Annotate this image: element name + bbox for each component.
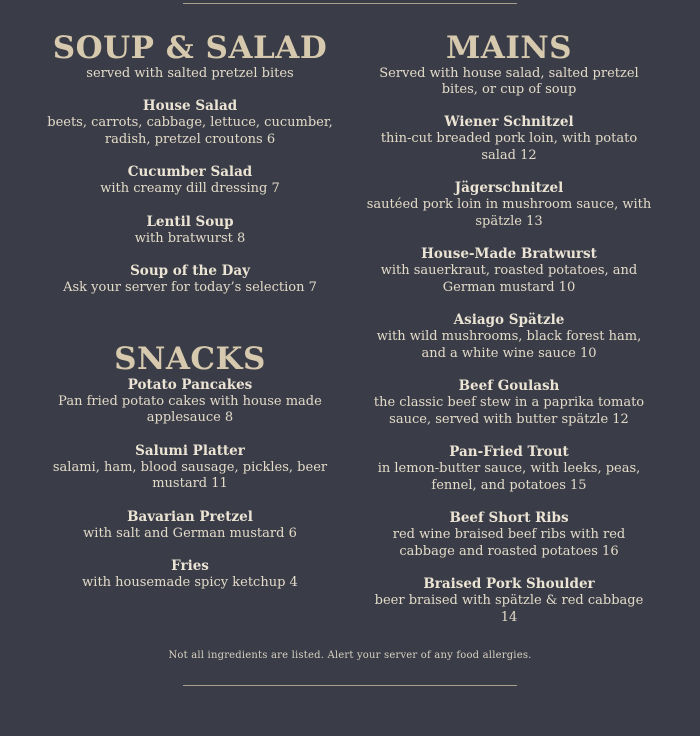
item-description: with bratwurst 8 bbox=[134, 230, 246, 246]
item-name: Bavarian Pretzel bbox=[127, 508, 253, 525]
item-description: sautéed pork loin in mushroom sauce, with spätzle 13 bbox=[366, 197, 652, 229]
top-divider bbox=[183, 3, 517, 4]
item-name: Cucumber Salad bbox=[127, 164, 253, 180]
item-name: Fries bbox=[171, 558, 209, 574]
item-description: beets, carrots, cabbage, lettuce, cucumber, radish, pretzel croutons 6 bbox=[47, 115, 333, 147]
item-description: beer braised with spätzle & red cabbage 14 bbox=[374, 593, 644, 625]
item-description: with sauerkraut, roasted potatoes, and German mustard 10 bbox=[380, 263, 638, 295]
menu-item bbox=[46, 98, 334, 148]
item-name: Braised Pork Shoulder bbox=[423, 576, 595, 592]
item-description: with salt and German mustard 6 bbox=[83, 525, 297, 541]
menu-item bbox=[46, 214, 334, 248]
item-description: in lemon-butter sauce, with leeks, peas, fennel, and potatoes 15 bbox=[377, 461, 641, 493]
item-name: Asiago Spätzle bbox=[453, 312, 565, 328]
item-name: Lentil Soup bbox=[146, 213, 234, 230]
menu-item bbox=[46, 263, 334, 297]
menu-item bbox=[366, 114, 652, 164]
right-column bbox=[366, 30, 652, 626]
item-description: Ask your server for today’s selection 7 bbox=[63, 280, 317, 295]
mains-heading: MAINS bbox=[445, 30, 573, 66]
left-column bbox=[46, 30, 334, 592]
snacks-heading: SNACKS bbox=[114, 340, 266, 377]
item-name: Jägerschnitzel bbox=[454, 180, 564, 196]
item-description: with housemade spicy ketchup 4 bbox=[82, 575, 298, 590]
allergy-note: Not all ingredients are listed. Alert your server of any food allergies. bbox=[168, 650, 532, 661]
menu-item bbox=[366, 180, 652, 230]
item-name: Beef Goulash bbox=[458, 378, 560, 394]
menu-item bbox=[366, 312, 652, 362]
item-name: Beef Short Ribs bbox=[449, 510, 569, 526]
item-description: thin-cut breaded pork loin, with potato salad 12 bbox=[380, 131, 638, 163]
menu-item bbox=[366, 510, 652, 560]
item-name: Potato Pancakes bbox=[127, 376, 253, 393]
soup-salad-subtitle: served with salted pretzel bites bbox=[86, 66, 294, 81]
menu-item bbox=[366, 246, 652, 296]
item-name: Soup of the Day bbox=[130, 263, 250, 279]
mains-subtitle: Served with house salad, salted pretzel bites, or cup of soup bbox=[379, 66, 639, 97]
menu-item bbox=[366, 444, 652, 494]
item-name: House-Made Bratwurst bbox=[421, 246, 597, 262]
item-name: Wiener Schnitzel bbox=[444, 114, 574, 130]
menu-item bbox=[46, 558, 334, 592]
item-name: House Salad bbox=[142, 98, 238, 114]
menu-item bbox=[46, 509, 334, 543]
menu-item bbox=[46, 443, 334, 493]
menu-item bbox=[46, 377, 334, 427]
menu-item bbox=[46, 164, 334, 198]
item-description: Pan fried potato cakes with house made applesauce 8 bbox=[58, 393, 322, 425]
item-description: red wine braised beef ribs with red cabbage and roasted potatoes 16 bbox=[392, 527, 626, 559]
item-name: Pan-Fried Trout bbox=[449, 444, 569, 460]
item-description: with wild mushrooms, black forest ham, and a white wine sauce 10 bbox=[376, 329, 642, 361]
soup-salad-heading: SOUP & SALAD bbox=[52, 30, 328, 66]
item-description: salami, ham, blood sausage, pickles, beer mustard 11 bbox=[52, 459, 328, 491]
menu-item bbox=[366, 576, 652, 626]
item-name: Salumi Platter bbox=[135, 442, 245, 459]
menu-item bbox=[366, 378, 652, 428]
item-description: with creamy dill dressing 7 bbox=[100, 181, 280, 196]
item-description: the classic beef stew in a paprika tomato sauce, served with butter spätzle 12 bbox=[373, 395, 645, 427]
bottom-divider bbox=[183, 685, 517, 686]
